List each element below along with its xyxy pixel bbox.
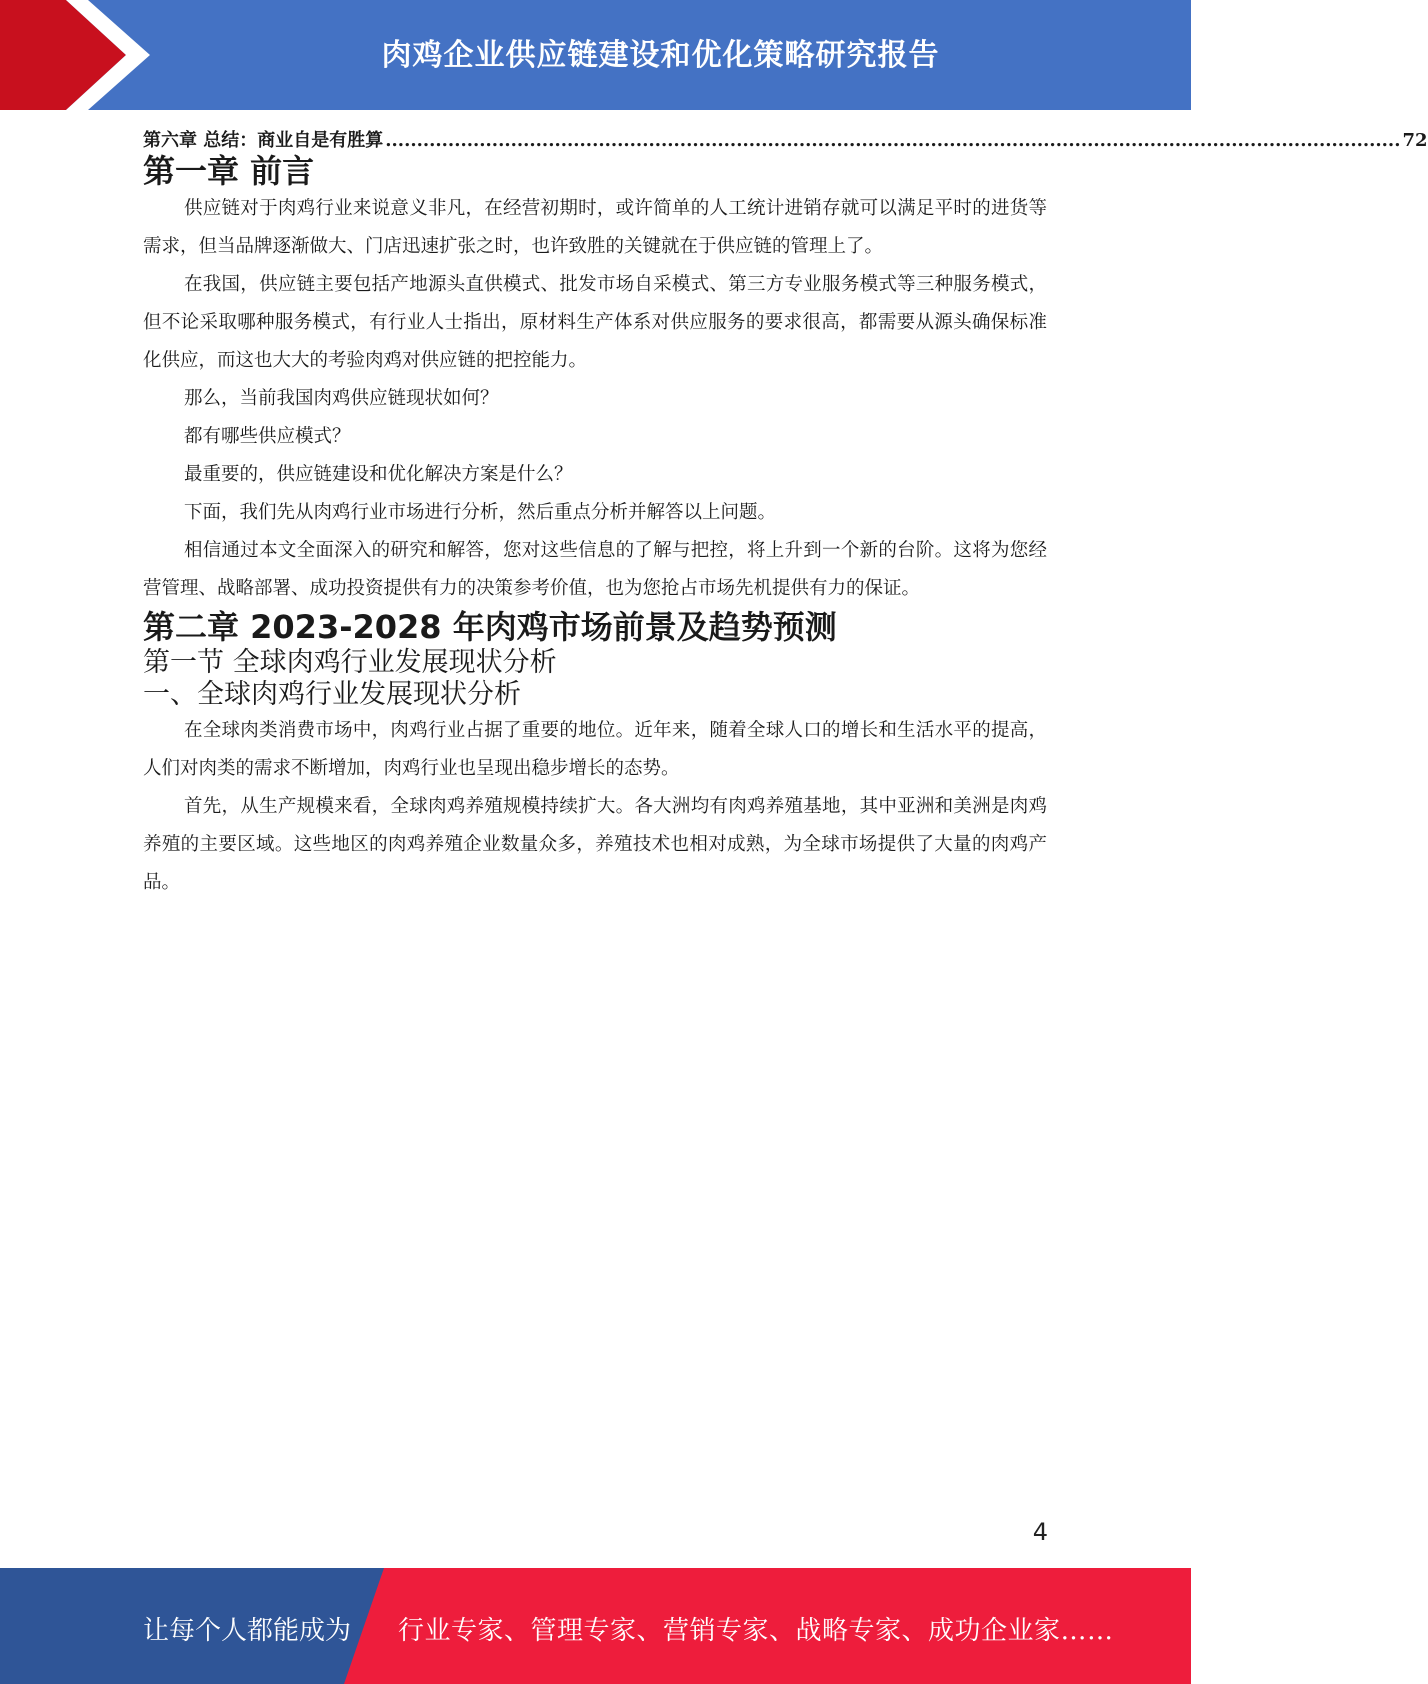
toc-leader-dots: .................................................................................................................................................................. [385, 130, 1401, 151]
chapter-1-paragraph-2: 在我国，供应链主要包括产地源头直供模式、批发市场自采模式、第三方专业服务模式等三种服务模式，但不论采取哪种服务模式，有行业人士指出，原材料生产体系对供应服务的要求很高，都需要从源头确保标准化供应，而这也大大的考验肉鸡对供应链的把控能力。 [143, 274, 1047, 372]
chapter-1-closing-2: 相信通过本文全面深入的研究和解答，您对这些信息的了解与把控，将上升到一个新的台阶。这将为您经营管理、战略部署、成功投资提供有力的决策参考价值，也为您抢占市场先机提供有力的保证。 [143, 540, 1047, 600]
chapter-2-paragraph-2: 首先，从生产规模来看，全球肉鸡养殖规模持续扩大。各大洲均有肉鸡养殖基地，其中亚洲和美洲是肉鸡养殖的主要区域。这些地区的肉鸡养殖企业数量众多，养殖技术也相对成熟，为全球市场提供了大量的肉鸡产品。 [143, 795, 1047, 893]
subsection-1-title: 一、全球肉鸡行业发展现状分析 [143, 679, 521, 711]
question-2: 都有哪些供应模式？ [184, 426, 351, 448]
footer-slogan-right: 行业专家、管理专家、营销专家、战略专家、成功企业家…… [398, 1616, 1114, 1646]
page-number: 4 [1032, 1518, 1048, 1546]
toc-entry[interactable] [143, 126, 1428, 152]
section-1-title: 第一节 全球肉鸡行业发展现状分析 [143, 646, 557, 678]
page-content [143, 126, 1428, 902]
chapter-1-title: 第一章 前言 [143, 152, 315, 190]
footer-slogan-left: 让每个人都能成为 [143, 1616, 352, 1646]
toc-entry-text: 第六章 总结：商业自是有胜算 [143, 130, 384, 151]
page-header [0, 0, 1191, 110]
chapter-1-paragraph-1: 供应链对于肉鸡行业来说意义非凡，在经营初期时，或许简单的人工统计进销存就可以满足平时的进货等需求，但当品牌逐渐做大、门店迅速扩张之时，也许致胜的关键就在于供应链的管理上了。 [143, 198, 1047, 258]
chapter-2-title: 第二章 2023-2028 年肉鸡市场前景及趋势预测 [143, 608, 837, 647]
question-1: 那么，当前我国肉鸡供应链现状如何？ [184, 388, 499, 410]
report-title: 肉鸡企业供应链建设和优化策略研究报告 [381, 38, 940, 73]
question-3: 最重要的，供应链建设和优化解决方案是什么？ [184, 464, 573, 486]
chapter-2-paragraph-1: 在全球肉类消费市场中，肉鸡行业占据了重要的地位。近年来，随着全球人口的增长和生活水平的提高，人们对肉类的需求不断增加，肉鸡行业也呈现出稳步增长的态势。 [143, 719, 1047, 779]
page-footer [0, 1568, 1191, 1684]
toc-page-number: 72 [1402, 130, 1428, 151]
chapter-1-closing-1: 下面，我们先从肉鸡行业市场进行分析，然后重点分析并解答以上问题。 [184, 502, 777, 524]
